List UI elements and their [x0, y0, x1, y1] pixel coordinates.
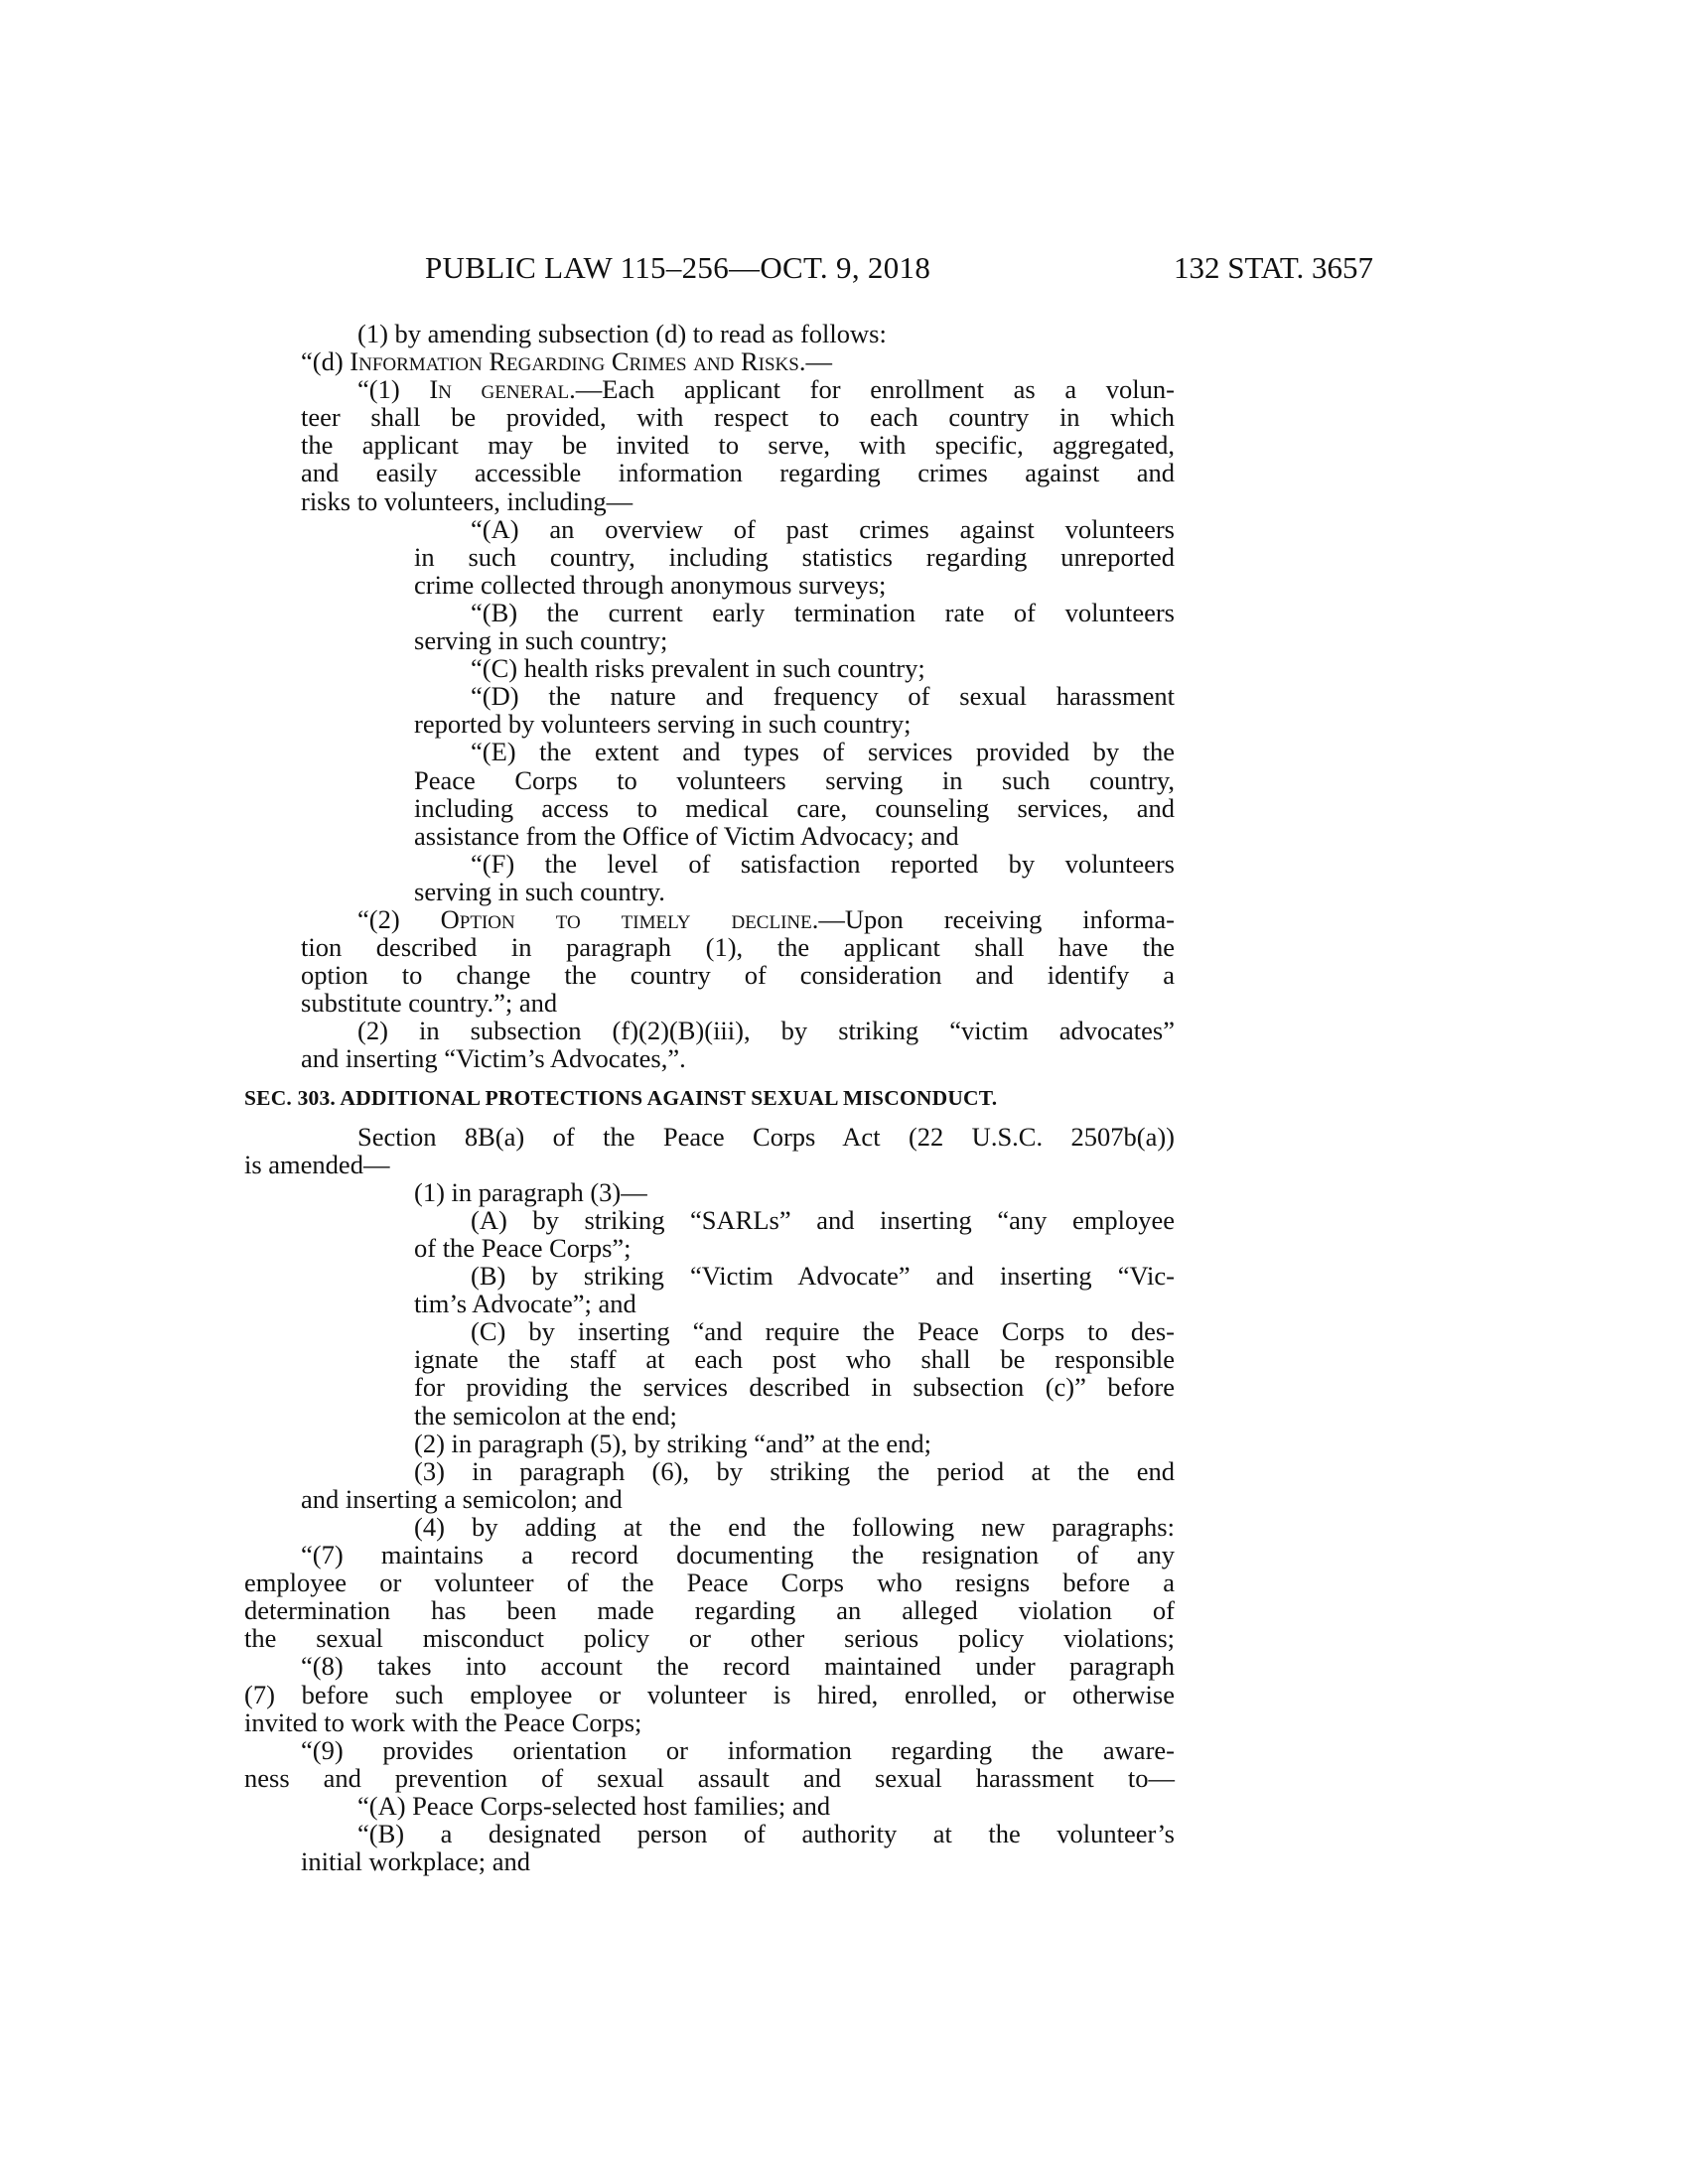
text-line: (7) before such employee or volunteer is hired, enrolled, or otherwise: [244, 1679, 1175, 1709]
paragraph-heading-line: “(1) In general.—Each applicant for enrollment as a volun-: [357, 374, 1175, 405]
text-line: “(E) the extent and types of services provided by the: [471, 737, 1175, 767]
text-line: “(8) takes into account the record maintained under paragraph: [301, 1651, 1175, 1682]
text-line: and inserting “Victim’s Advocates,”.: [301, 1043, 686, 1074]
text-line: employee or volunteer of the Peace Corps who resigns before a: [244, 1568, 1175, 1598]
paragraph-heading: Option to timely decline: [440, 903, 812, 934]
text-line: initial workplace; and: [301, 1846, 531, 1877]
text-line: is amended—: [244, 1149, 390, 1179]
text-line: teer shall be provided, with respect to each country in which: [301, 402, 1175, 433]
text-line: (1) by amending subsection (d) to read as follows:: [357, 319, 887, 348]
text-line: in such country, including statistics regarding unreported: [414, 541, 1175, 572]
text-line: Peace Corps to volunteers serving in such country,: [414, 764, 1175, 795]
text-line: (2) in paragraph (5), by striking “and” at the end;: [414, 1428, 931, 1458]
text-line: and inserting a semicolon; and: [301, 1483, 623, 1514]
text-line: reported by volunteers serving in such country;: [414, 709, 912, 740]
section-heading: SEC. 303. ADDITIONAL PROTECTIONS AGAINST SEXUAL MISCONDUCT.: [244, 1085, 998, 1110]
statute-reference: 132 STAT. 3657: [1173, 250, 1373, 285]
text-line: “(B) a designated person of authority at the volunteer’s: [357, 1818, 1175, 1848]
text-line: risks to volunteers, including—: [301, 485, 633, 516]
text-line: “(A) an overview of past crimes against volunteers: [471, 513, 1175, 544]
text-line: (B) by striking “Victim Advocate” and inserting “Vic-: [471, 1261, 1175, 1292]
text-line: ness and prevention of sexual assault and sexual harassment to—: [244, 1762, 1175, 1793]
text-line: and easily accessible information regarding crimes against and: [301, 458, 1175, 488]
text-line: “(D) the nature and frequency of sexual harassment: [471, 681, 1175, 712]
text-line: “(B) the current early termination rate of volunteers: [471, 597, 1175, 627]
text-line: tim’s Advocate”; and: [414, 1289, 636, 1319]
running-head: PUBLIC LAW 115–256—OCT. 9, 2018: [425, 250, 931, 285]
text-line: tion described in paragraph (1), the applicant shall have the: [301, 932, 1175, 963]
text-line: serving in such country.: [414, 876, 665, 906]
text-line: (2) in subsection (f)(2)(B)(iii), by striking “victim advocates”: [357, 1016, 1175, 1046]
text-line: option to change the country of consideration and identify a: [301, 960, 1175, 991]
text-line: (C) by inserting “and require the Peace Corps to des-: [471, 1316, 1175, 1347]
text-line: “(A) Peace Corps-selected host families; and: [357, 1790, 831, 1821]
text-line: the semicolon at the end;: [414, 1400, 677, 1431]
page-header: [425, 248, 1373, 288]
subsection-heading: Information Regarding Crimes and Risks: [350, 346, 799, 377]
text-line: of the Peace Corps”;: [414, 1233, 632, 1263]
text-line: “(F) the level of satisfaction reported by volunteers: [471, 848, 1175, 879]
text-line: (4) by adding at the end the following new paragraphs:: [414, 1511, 1175, 1542]
text-line: the sexual misconduct policy or other serious policy violations;: [244, 1623, 1175, 1654]
text-line: (3) in paragraph (6), by striking the period at the end: [414, 1455, 1175, 1486]
document-body: [244, 319, 1176, 1877]
text-line: ignate the staff at each post who shall be responsible: [414, 1344, 1175, 1375]
text-line: crime collected through anonymous surveys;: [414, 569, 887, 600]
text-line: including access to medical care, counseling services, and: [414, 792, 1175, 823]
text-line: “(9) provides orientation or information regarding the aware-: [301, 1734, 1175, 1765]
text-line: “(C) health risks prevalent in such country;: [471, 653, 925, 684]
text-line: determination has been made regarding an alleged violation of: [244, 1595, 1175, 1626]
text-line: (1) in paragraph (3)—: [414, 1176, 647, 1207]
text-line: the applicant may be invited to serve, with specific, aggregated,: [301, 430, 1175, 461]
text-line: for providing the services described in subsection (c)” before: [414, 1372, 1175, 1403]
paragraph-heading: In general: [429, 374, 570, 405]
paragraph-heading-line: “(2) Option to timely decline.—Upon receiving informa-: [357, 903, 1176, 934]
text-line: serving in such country;: [414, 625, 668, 656]
text-line: invited to work with the Peace Corps;: [244, 1706, 642, 1737]
text-line: “(7) maintains a record documenting the resignation of any: [301, 1540, 1175, 1570]
text-line: Section 8B(a) of the Peace Corps Act (22 U.S.C. 2507b(a)): [357, 1121, 1175, 1152]
subsection-heading-line: “(d) Information Regarding Crimes and Risks.—: [301, 346, 832, 377]
text-line: substitute country.”; and: [301, 988, 558, 1019]
text-line: assistance from the Office of Victim Advocacy; and: [414, 820, 959, 851]
text-line: (A) by striking “SARLs” and inserting “any employee: [471, 1204, 1175, 1235]
